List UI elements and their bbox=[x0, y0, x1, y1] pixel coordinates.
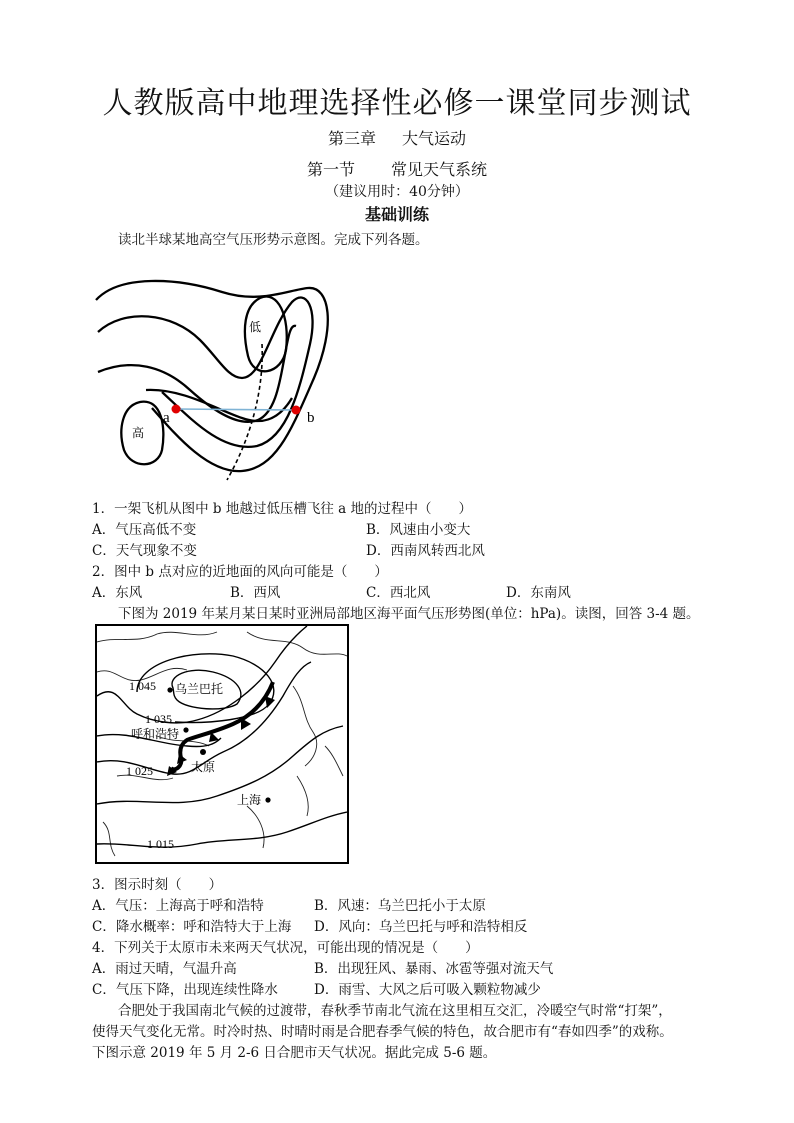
point-a-label: a bbox=[163, 410, 170, 426]
section-name: 常见天气系统 bbox=[391, 160, 488, 179]
isobar-label-1025: 1 025 bbox=[126, 764, 153, 778]
q1-option-d: D．西南风转西北风 bbox=[366, 543, 485, 559]
q2-option-c: C．西北风 bbox=[366, 585, 431, 601]
q2-option-d: D．东南风 bbox=[506, 585, 571, 601]
q3-option-b: B．风速：乌兰巴托小于太原 bbox=[314, 898, 486, 914]
city-label-hohhot: 呼和浩特 bbox=[131, 727, 180, 741]
city-label-taiyuan: 太原 bbox=[191, 760, 216, 774]
city-label-shanghai: 上海 bbox=[237, 793, 262, 807]
q3-option-c: C．降水概率：呼和浩特大于上海 bbox=[92, 919, 292, 935]
time-hint: （建议用时：40分钟） bbox=[325, 184, 469, 200]
hohhot-dot bbox=[183, 727, 188, 732]
q1-stem: 1．一架飞机从图中 b 地越过低压槽飞往 a 地的过程中（ ） bbox=[92, 501, 472, 517]
q1-option-a: A．气压高低不变 bbox=[92, 522, 197, 538]
cold-front bbox=[167, 682, 275, 776]
map-border-line bbox=[97, 632, 217, 642]
q1-option-b: B．风速由小变大 bbox=[366, 522, 471, 538]
isobar-outer bbox=[96, 281, 328, 471]
point-b-label: b bbox=[307, 410, 315, 426]
section-number: 第一节 bbox=[306, 160, 355, 179]
ulaanbaatar-dot bbox=[167, 687, 172, 692]
shanghai-dot bbox=[265, 797, 270, 802]
isobar-label-1045: 1 045 bbox=[129, 679, 156, 693]
q3-stem: 3．图示时刻（ ） bbox=[92, 877, 223, 893]
section-heading bbox=[0, 157, 794, 180]
part-heading: 基础训练 bbox=[364, 205, 429, 224]
chapter-number: 第三章 bbox=[327, 129, 376, 148]
point-a-marker bbox=[172, 405, 181, 414]
trough-line bbox=[227, 344, 262, 480]
sea-level-pressure-map bbox=[95, 624, 349, 864]
map-border-line bbox=[247, 806, 264, 848]
chapter-name: 大气运动 bbox=[402, 129, 467, 148]
low-label: 低 bbox=[248, 320, 262, 334]
q3-option-d: D．风向：乌兰巴托与呼和浩特相反 bbox=[314, 919, 528, 935]
q2-stem: 2．图中 b 点对应的近地面的风向可能是（ ） bbox=[92, 564, 388, 580]
taiyuan-dot bbox=[200, 749, 206, 755]
q4-option-a: A．雨过天晴，气温升高 bbox=[92, 961, 237, 977]
q2-option-a: A．东风 bbox=[92, 585, 143, 601]
map-border-line bbox=[103, 822, 115, 856]
intro3-line-3: 下图示意 2019 年 5 月 2-6 日合肥市天气状况。据此完成 5-6 题。 bbox=[92, 1045, 497, 1061]
q4-option-d: D．雨雪、大风之后可吸入颗粒物减少 bbox=[314, 982, 541, 998]
isobar-third bbox=[98, 326, 296, 422]
q4-option-c: C．气压下降，出现连续性降水 bbox=[92, 982, 278, 998]
intro3-line-2: 使得天气变化无常。时冷时热、时晴时雨是合肥春季气候的特色，故合肥市有“春如四季”的戏称。 bbox=[92, 1024, 673, 1040]
map-border-line bbox=[297, 776, 308, 816]
isobar-label-1035: 1 035 bbox=[145, 712, 172, 726]
intro3-line-1: 合肥处于我国南北气候的过渡带，春秋季节南北气流在这里相互交汇，冷暖空气时常“打架”， bbox=[118, 1003, 672, 1019]
high-label: 高 bbox=[131, 426, 145, 440]
intro-text-1: 读北半球某地高空气压形势示意图。完成下列各题。 bbox=[118, 232, 429, 248]
q2-option-b: B．西风 bbox=[230, 585, 281, 601]
city-label-ulaanbaatar: 乌兰巴托 bbox=[175, 682, 224, 696]
isobar-label-1015: 1 015 bbox=[147, 837, 174, 851]
a-b-line bbox=[176, 409, 296, 410]
document-title: 人教版高中地理选择性必修一课堂同步测试 bbox=[102, 86, 692, 121]
cold-front-triangle bbox=[241, 718, 251, 730]
q4-option-b: B．出现狂风、暴雨、冰雹等强对流天气 bbox=[314, 961, 554, 977]
map-border-line bbox=[325, 746, 343, 776]
upper-air-pressure-figure bbox=[92, 268, 342, 490]
isobar-second bbox=[98, 298, 313, 447]
q1-option-c: C．天气现象不变 bbox=[92, 543, 197, 559]
isobar-1015 bbox=[97, 812, 347, 847]
q3-option-a: A．气压：上海高于呼和浩特 bbox=[92, 898, 264, 914]
chapter-heading bbox=[0, 126, 794, 149]
point-b-marker bbox=[292, 406, 301, 415]
map-border-line bbox=[293, 686, 317, 766]
q4-stem: 4．下列关于太原市未来两天气状况，可能出现的情况是（ ） bbox=[92, 940, 479, 956]
intro-text-2: 下图为 2019 年某月某日某时亚洲局部地区海平面气压形势图(单位：hPa)。读图，回答 3-4 题。 bbox=[118, 606, 700, 622]
